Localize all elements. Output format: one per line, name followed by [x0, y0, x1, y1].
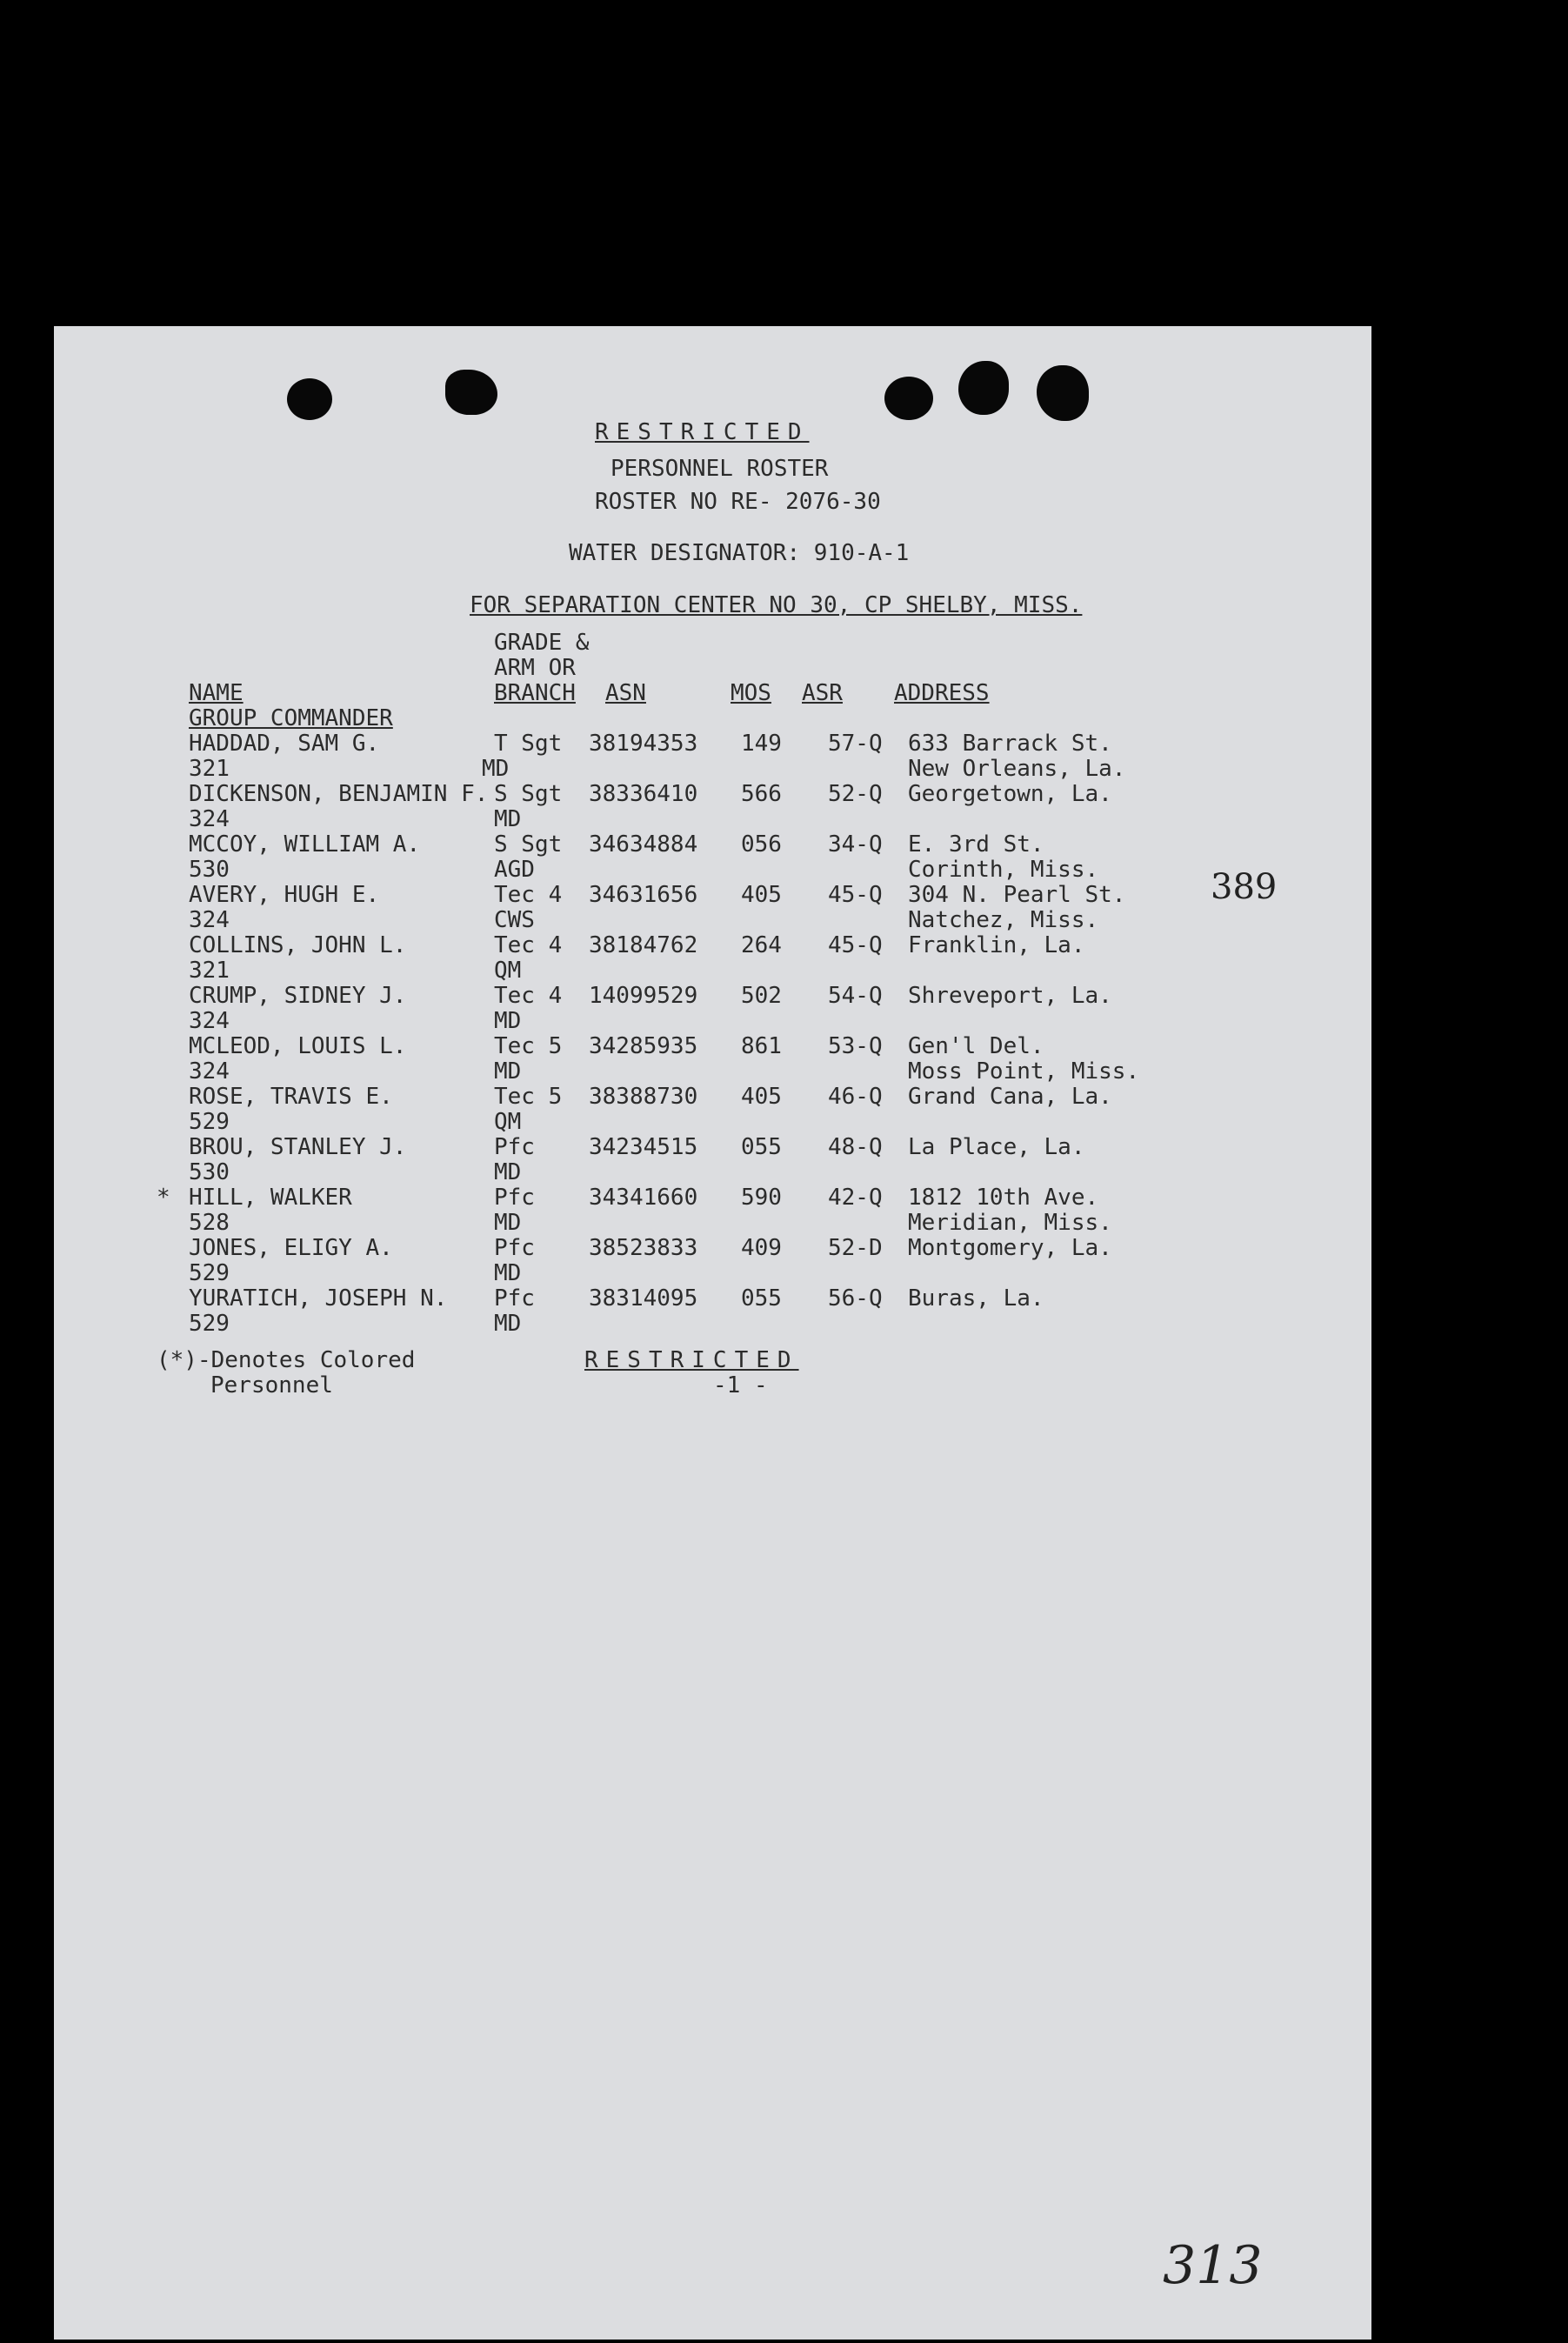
row-mos: 405 [741, 882, 782, 908]
col-mos: MOS [731, 680, 771, 706]
row-code: 529 [189, 1311, 230, 1337]
row-address-1: Shreveport, La. [908, 983, 1112, 1009]
row-code: 529 [189, 1109, 230, 1135]
col-grade-l3: BRANCH [494, 680, 576, 706]
handwritten-number: 313 [1163, 2235, 1263, 2296]
col-asn: ASN [605, 680, 646, 706]
row-code: 321 [189, 756, 230, 782]
row-mos: 149 [741, 731, 782, 757]
footnote-line-1: (*)-Denotes Colored [157, 1347, 416, 1373]
row-asr: 54-Q [828, 983, 883, 1009]
row-grade: Tec 5 [494, 1084, 563, 1110]
row-asn: 38523833 [589, 1235, 698, 1261]
row-asr: 48-Q [828, 1134, 883, 1160]
row-mos: 409 [741, 1235, 782, 1261]
row-asr: 57-Q [828, 731, 883, 757]
page-number: -1 - [713, 1372, 768, 1398]
row-asn: 34234515 [589, 1134, 698, 1160]
destination-line: FOR SEPARATION CENTER NO 30, CP SHELBY, MISS. [470, 592, 1083, 618]
row-grade: Pfc [494, 1185, 535, 1211]
row-name: ROSE, TRAVIS E. [189, 1084, 393, 1110]
row-code: 324 [189, 1008, 230, 1034]
row-address-1: Grand Cana, La. [908, 1084, 1112, 1110]
row-name: BROU, STANLEY J. [189, 1134, 407, 1160]
col-name: NAME [189, 680, 244, 706]
row-mos: 056 [741, 831, 782, 858]
row-name: COLLINS, JOHN L. [189, 932, 407, 958]
row-branch: MD [494, 1058, 522, 1085]
row-code: 530 [189, 857, 230, 883]
row-asr: 52-D [828, 1235, 883, 1261]
col-group-commander: GROUP COMMANDER [189, 705, 393, 731]
punch-hole [1037, 365, 1089, 421]
row-branch: MD [482, 756, 510, 782]
row-mos: 055 [741, 1134, 782, 1160]
row-address-1: Montgomery, La. [908, 1235, 1112, 1261]
row-asr: 46-Q [828, 1084, 883, 1110]
row-address-1: Gen'l Del. [908, 1033, 1044, 1059]
row-grade: S Sgt [494, 781, 563, 807]
table-row [54, 1286, 1371, 1337]
row-grade: Tec 5 [494, 1033, 563, 1059]
row-branch: AGD [494, 857, 535, 883]
row-name: YURATICH, JOSEPH N. [189, 1285, 448, 1312]
colored-personnel-mark: * [157, 1185, 170, 1211]
row-code: 324 [189, 806, 230, 832]
table-row [54, 832, 1371, 883]
row-name: AVERY, HUGH E. [189, 882, 380, 908]
row-name: CRUMP, SIDNEY J. [189, 983, 407, 1009]
row-address-1: Franklin, La. [908, 932, 1085, 958]
row-asn: 38184762 [589, 932, 698, 958]
table-row [54, 1034, 1371, 1085]
row-branch: MD [494, 806, 522, 832]
row-address-2: Moss Point, Miss. [908, 1058, 1140, 1085]
row-asr: 52-Q [828, 781, 883, 807]
table-row [54, 1185, 1371, 1236]
table-row [54, 883, 1371, 933]
classification-footer: RESTRICTED [584, 1347, 799, 1373]
row-mos: 861 [741, 1033, 782, 1059]
table-row [54, 782, 1371, 832]
row-code: 324 [189, 1058, 230, 1085]
row-name: DICKENSON, BENJAMIN F. [189, 781, 489, 807]
row-branch: MD [494, 1210, 522, 1236]
row-code: 529 [189, 1260, 230, 1286]
paper-sheet [54, 326, 1371, 2340]
roster-number: ROSTER NO RE- 2076-30 [595, 489, 881, 515]
col-grade-l2: ARM OR [494, 655, 576, 681]
row-address-2: New Orleans, La. [908, 756, 1126, 782]
roster-title: PERSONNEL ROSTER [611, 456, 829, 482]
punch-hole [287, 378, 332, 420]
row-asn: 38194353 [589, 731, 698, 757]
row-asn: 38336410 [589, 781, 698, 807]
col-grade-l1: GRADE & [494, 630, 590, 656]
row-name: MCCOY, WILLIAM A. [189, 831, 421, 858]
footnote-line-2: Personnel [210, 1372, 333, 1398]
row-name: MCLEOD, LOUIS L. [189, 1033, 407, 1059]
row-address-1: La Place, La. [908, 1134, 1085, 1160]
row-mos: 566 [741, 781, 782, 807]
row-grade: Pfc [494, 1285, 535, 1312]
row-branch: QM [494, 958, 522, 984]
row-asn: 34631656 [589, 882, 698, 908]
table-row [54, 933, 1371, 984]
row-asr: 45-Q [828, 932, 883, 958]
col-address: ADDRESS [894, 680, 990, 706]
row-asr: 45-Q [828, 882, 883, 908]
water-designator: WATER DESIGNATOR: 910-A-1 [569, 540, 910, 566]
punch-hole [884, 377, 933, 420]
row-asr: 42-Q [828, 1185, 883, 1211]
row-mos: 264 [741, 932, 782, 958]
row-mos: 405 [741, 1084, 782, 1110]
row-address-1: 1812 10th Ave. [908, 1185, 1099, 1211]
row-asr: 53-Q [828, 1033, 883, 1059]
row-branch: MD [494, 1260, 522, 1286]
row-branch: CWS [494, 907, 535, 933]
punch-hole [445, 370, 497, 415]
row-name: HADDAD, SAM G. [189, 731, 380, 757]
row-code: 530 [189, 1159, 230, 1185]
row-grade: Pfc [494, 1134, 535, 1160]
margin-page-number: 389 [1211, 867, 1278, 907]
row-grade: Pfc [494, 1235, 535, 1261]
row-grade: Tec 4 [494, 882, 563, 908]
table-row [54, 984, 1371, 1034]
row-grade: Tec 4 [494, 932, 563, 958]
row-grade: Tec 4 [494, 983, 563, 1009]
row-address-1: Georgetown, La. [908, 781, 1112, 807]
row-mos: 502 [741, 983, 782, 1009]
row-address-1: E. 3rd St. [908, 831, 1044, 858]
table-row [54, 1085, 1371, 1135]
row-name: JONES, ELIGY A. [189, 1235, 393, 1261]
row-asn: 38388730 [589, 1084, 698, 1110]
row-address-2: Natchez, Miss. [908, 907, 1099, 933]
row-asn: 38314095 [589, 1285, 698, 1312]
row-branch: MD [494, 1008, 522, 1034]
col-asr: ASR [802, 680, 843, 706]
row-name: HILL, WALKER [189, 1185, 352, 1211]
row-code: 528 [189, 1210, 230, 1236]
row-grade: S Sgt [494, 831, 563, 858]
row-asr: 56-Q [828, 1285, 883, 1312]
table-row [54, 1236, 1371, 1286]
table-row [54, 1135, 1371, 1185]
row-asn: 14099529 [589, 983, 698, 1009]
row-address-2: Meridian, Miss. [908, 1210, 1112, 1236]
row-grade: T Sgt [494, 731, 563, 757]
row-asn: 34634884 [589, 831, 698, 858]
row-asr: 34-Q [828, 831, 883, 858]
row-asn: 34341660 [589, 1185, 698, 1211]
row-address-1: Buras, La. [908, 1285, 1044, 1312]
row-address-2: Corinth, Miss. [908, 857, 1099, 883]
row-branch: QM [494, 1109, 522, 1135]
row-branch: MD [494, 1159, 522, 1185]
row-address-1: 633 Barrack St. [908, 731, 1112, 757]
row-code: 321 [189, 958, 230, 984]
row-code: 324 [189, 907, 230, 933]
row-mos: 590 [741, 1185, 782, 1211]
table-row [54, 731, 1371, 782]
row-address-1: 304 N. Pearl St. [908, 882, 1126, 908]
row-asn: 34285935 [589, 1033, 698, 1059]
row-branch: MD [494, 1311, 522, 1337]
row-mos: 055 [741, 1285, 782, 1312]
punch-hole [958, 361, 1009, 415]
classification-header: RESTRICTED [595, 419, 810, 445]
